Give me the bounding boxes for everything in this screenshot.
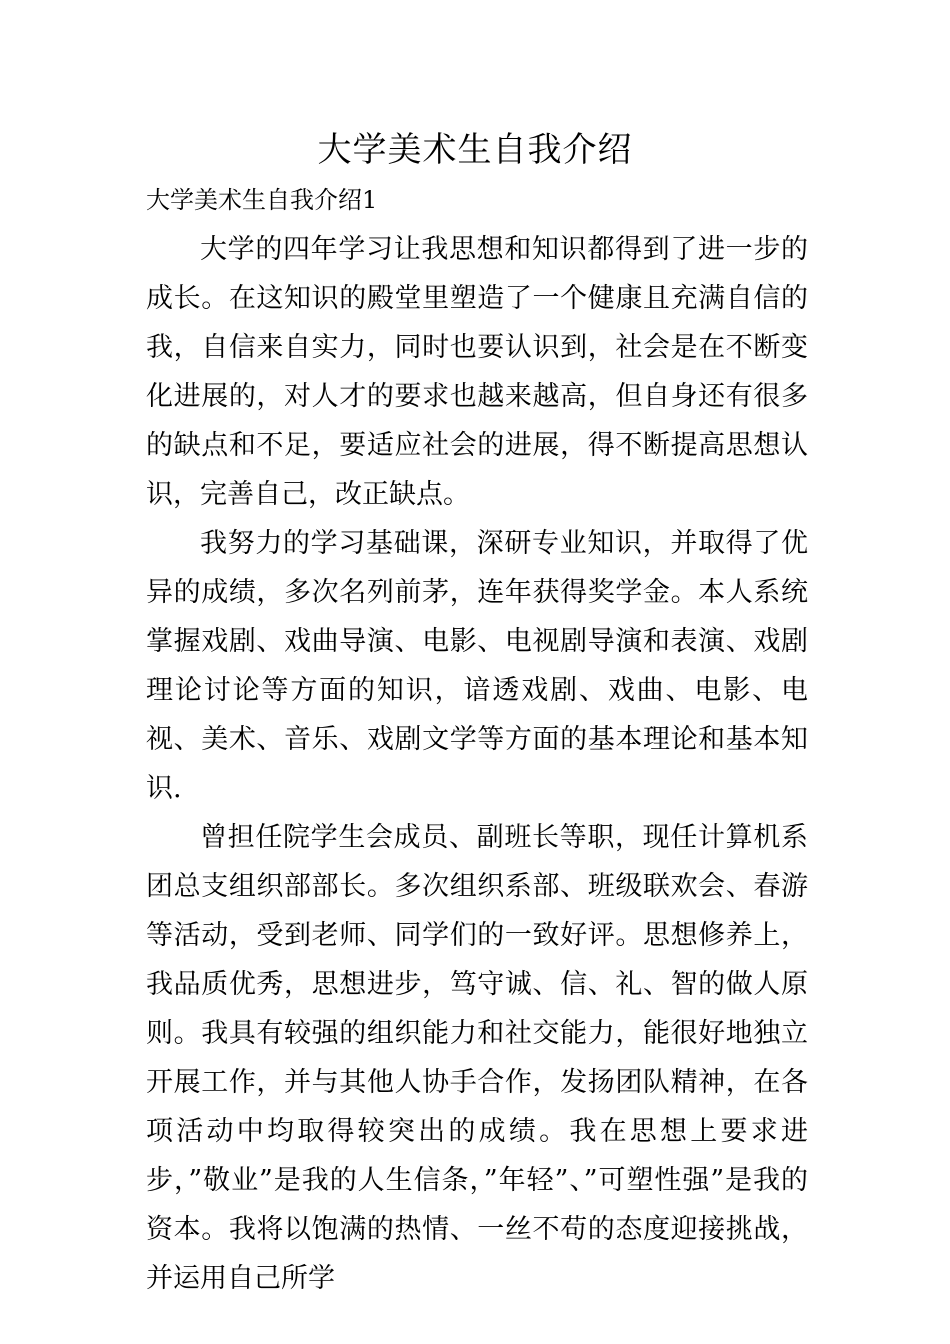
section-heading: 大学美术生自我介绍1 — [146, 186, 378, 214]
paragraph-2: 我努力的学习基础课，深研专业知识，并取得了优异的成绩，多次名列前茅，连年获得奖学金。本人系统掌握戏剧、戏曲导演、电影、电视剧导演和表演、戏剧理论讨论等方面的知识，谙透戏剧、戏曲、电影、电视、美术、音乐、戏剧文学等方面的基本理论和基本知识. — [146, 528, 808, 804]
paragraph-3: 曾担任院学生会成员、副班长等职，现任计算机系团总支组织部部长。多次组织系部、班级联欢会、春游等活动，受到老师、同学们的一致好评。思想修养上，我品质优秀，思想进步，笃守诚、信、礼、智的做人原则。我具有较强的组织能力和社交能力，能很好地独立开展工作，并与其他人协手合作，发扬团队精神，在各项活动中均取得较突出的成绩。我在思想上要求进步，”敬业”是我的人生信条，”年轻”、”可塑性强”是我的资本。我将以饱满的热情、一丝不苟的态度迎接挑战，并运用自己所学 — [146, 822, 808, 1294]
paragraph-1: 大学的四年学习让我思想和知识都得到了进一步的成长。在这知识的殿堂里塑造了一个健康且充满自信的我，自信来自实力，同时也要认识到，社会是在不断变化进展的，对人才的要求也越来越高，但自身还有很多的缺点和不足，要适应社会的进展，得不断提高思想认识，完善自己，改正缺点。 — [146, 234, 808, 510]
document-body — [146, 225, 808, 1303]
document-title: 大学美术生自我介绍 — [317, 130, 633, 170]
